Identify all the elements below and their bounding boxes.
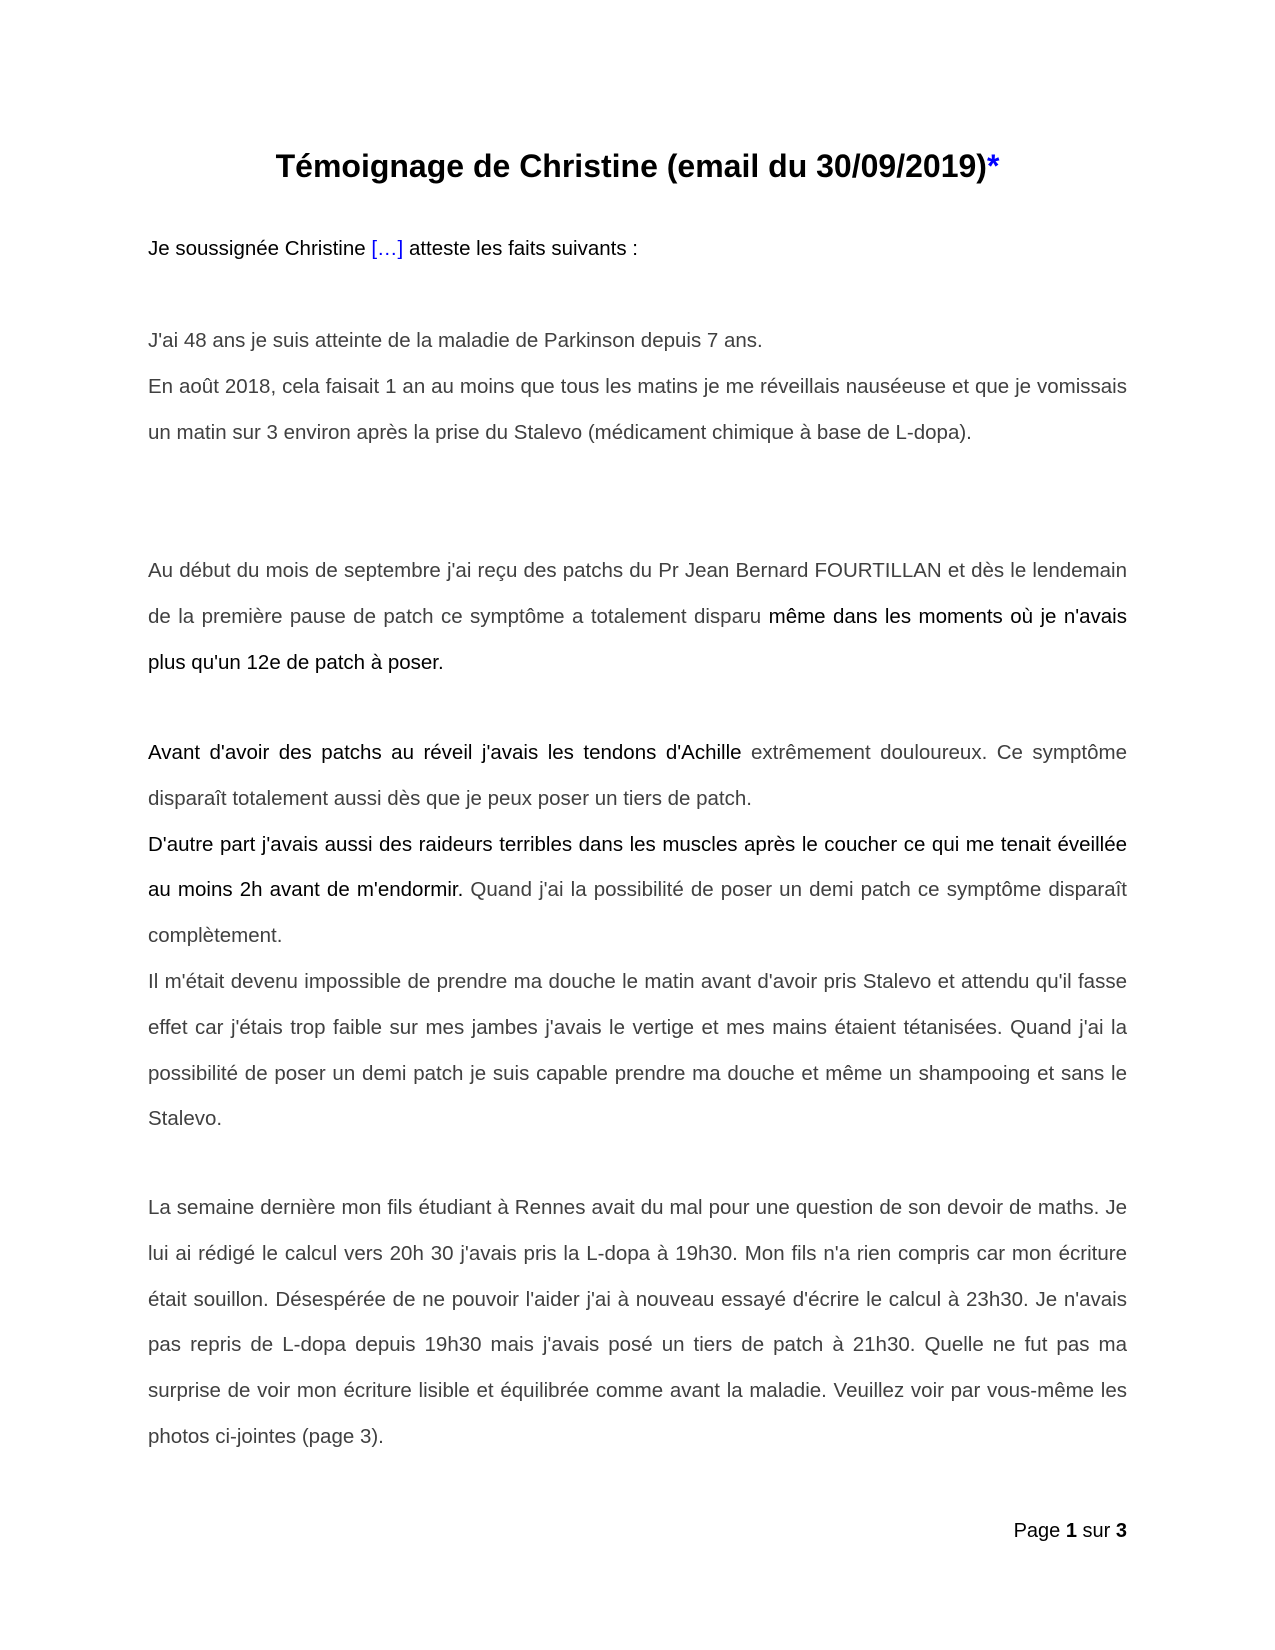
paragraph3-part3: Il m'était devenu impossible de prendre ma douche le matin avant d'avoir pris Stalevo et attendu qu'il fasse effet car j'étais trop faible sur mes jambes j'avais le vertige et mes mains étaient tétanisées. Quand j'ai la possibilité de poser un demi patch je suis capable prendre ma douche et même un shampooing et sans le Stalevo. — [148, 969, 1127, 1131]
paragraph1-line1: J'ai 48 ans je suis atteinte de la maladie de Parkinson depuis 7 ans. — [148, 329, 763, 352]
paragraph-age-nausea — [148, 318, 1127, 455]
title-asterisk: * — [986, 148, 1000, 184]
paragraph-patch-start — [148, 548, 1127, 685]
paragraph4-text: La semaine dernière mon fils étudiant à Rennes avait du mal pour une question de son devoir de maths. Je lui ai rédigé le calcul vers 20h 30 j'avais pris la L-dopa à 19h30. Mon fils n'a rien compris car mon écriture était souillon. Désespérée de ne pouvoir l'aider j'ai à nouveau essayé d'écrire le calcul à 23h30. Je n'avais pas repris de L-dopa depuis 19h30 mais j'avais posé un tiers de patch à 21h30. Quelle ne fut pas ma surprise de voir mon écriture lisible et équilibrée comme avant la maladie. Veuillez voir par vous-même les photos ci-jointes (page 3). — [148, 1196, 1127, 1448]
footer-page-number: 1 — [1065, 1520, 1077, 1542]
paragraph-handwriting — [148, 1185, 1127, 1460]
intro-paragraph — [148, 226, 1127, 272]
footer-of-label: sur — [1076, 1520, 1116, 1542]
paragraph3-part1-dark: Avant d'avoir des patchs au réveil j'avais les tendons d'Achille — [148, 741, 742, 764]
intro-before: Je soussignée Christine — [148, 237, 372, 260]
intro-after: atteste les faits suivants : — [403, 237, 638, 260]
title-text: Témoignage de Christine (email du 30/09/2019) — [275, 148, 987, 184]
paragraph3-part2-dark: D'autre part j'avais aussi des raideurs terribles dans les muscles après le coucher ce qui me tenait éveillée au moins 2h avant de m'endormir. — [148, 832, 1127, 902]
page-footer — [1014, 1520, 1127, 1543]
paragraph2-text: Au début du mois de septembre j'ai reçu des patchs du Pr Jean Bernard FOURTILLAN et dès le lendemain de la première pause de patch ce symptôme a totalement disparu — [148, 559, 1127, 628]
redacted-ellipsis: […] — [371, 237, 404, 260]
page-title — [148, 146, 1127, 186]
paragraph3-part2-rest: Quand j'ai la possibilité de poser un demi patch ce symptôme disparaît complètement. — [148, 878, 1127, 948]
paragraph1-line2: En août 2018, cela faisait 1 an au moins que tous les matins je me réveillais nauséeuse et que je vomissais un matin sur 3 environ après la prise du Stalevo (médicament chimique à base de L-dopa). — [148, 374, 1127, 444]
footer-total-pages: 3 — [1115, 1520, 1127, 1542]
paragraph3-part1-rest: extrêmement douloureux. Ce symptôme disparaît totalement aussi dès que je peux poser un tiers de patch. — [148, 741, 1127, 810]
paragraph-symptoms — [148, 730, 1127, 1142]
paragraph2-emphasis: même dans les moments où je n'avais plus qu'un 12e de patch à poser. — [148, 604, 1127, 674]
footer-page-label: Page — [1013, 1520, 1066, 1542]
